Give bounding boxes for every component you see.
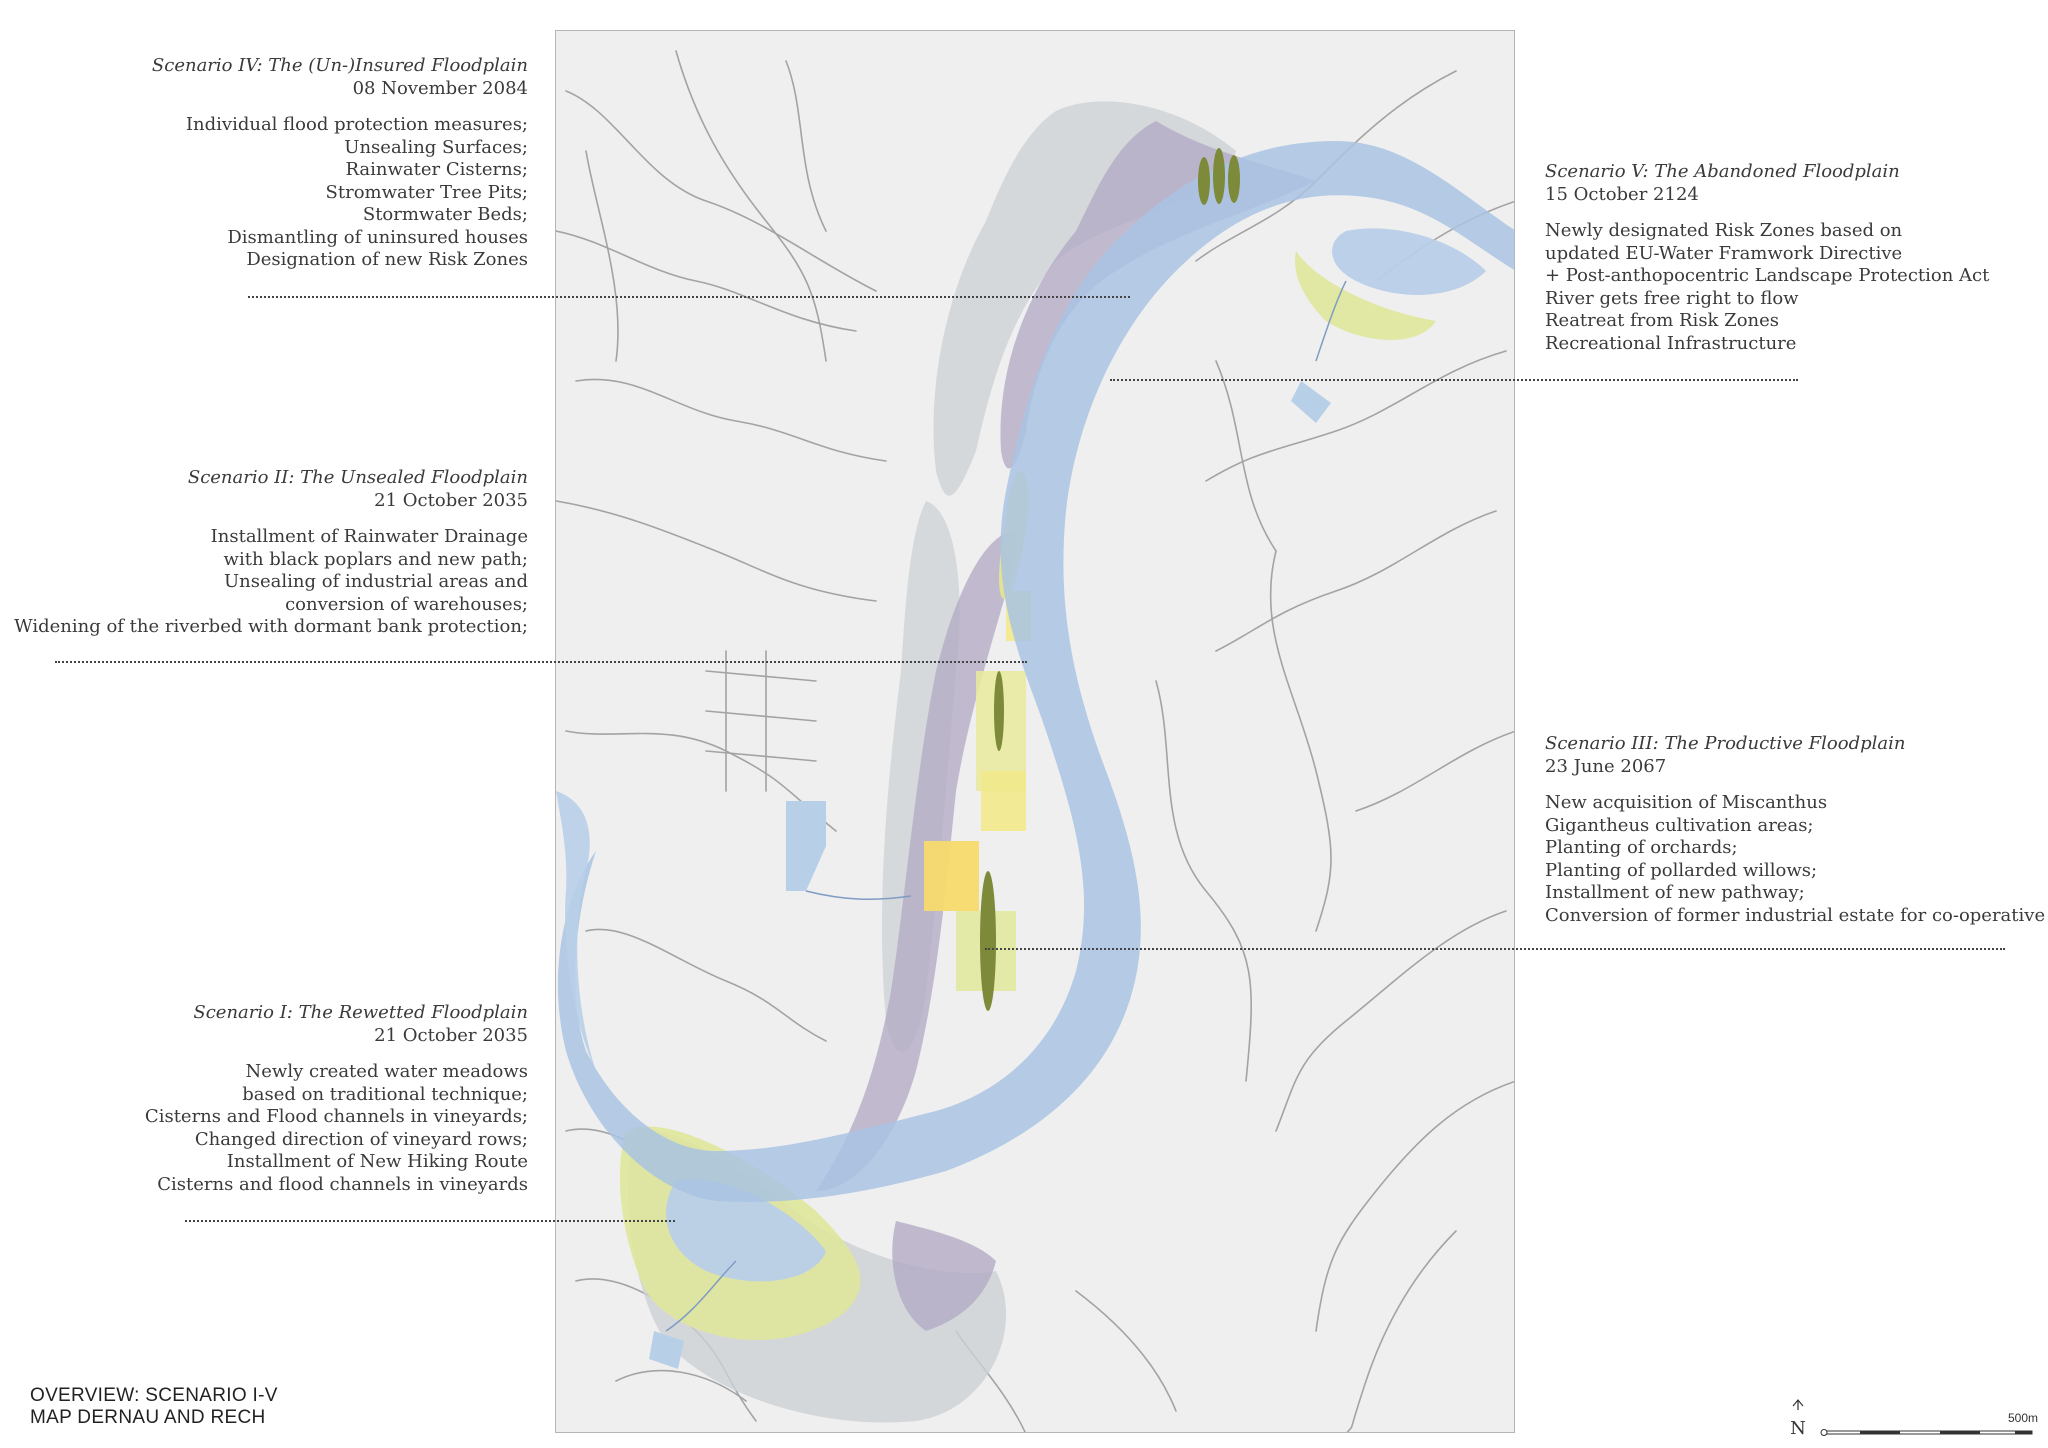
measure-item: based on traditional technique; bbox=[242, 1083, 528, 1105]
scale-label: 500m bbox=[2007, 1411, 2038, 1425]
measure-item: with black poplars and new path; bbox=[223, 548, 528, 570]
contour-line bbox=[586, 929, 826, 1041]
contour-line bbox=[1356, 731, 1515, 811]
contour-line bbox=[1206, 351, 1506, 481]
measure-item: Newly designated Risk Zones based on bbox=[1545, 220, 1903, 241]
measure-item: Stormwater Beds; bbox=[362, 204, 528, 225]
poplar-tree bbox=[1198, 157, 1210, 205]
contour-line bbox=[556, 501, 876, 601]
scenario-measures bbox=[14, 526, 528, 639]
contour-line bbox=[556, 231, 856, 331]
contour-line bbox=[1216, 511, 1496, 651]
measure-item: Changed direction of vineyard rows; bbox=[194, 1128, 528, 1150]
contour-line bbox=[1076, 1291, 1176, 1411]
scenario-date: 15 October 2124 bbox=[1545, 183, 1699, 205]
leader-line bbox=[185, 1220, 675, 1222]
map-frame bbox=[555, 30, 1515, 1433]
measure-item: Gigantheus cultivation areas; bbox=[1545, 814, 1814, 836]
pond bbox=[1291, 381, 1331, 423]
scenario-date: 21 October 2035 bbox=[374, 1024, 528, 1046]
measure-item: updated EU-Water Framwork Directive bbox=[1545, 242, 1903, 264]
scale-bar bbox=[1820, 1410, 2040, 1440]
scenario-measures bbox=[1545, 220, 1989, 355]
contour-line bbox=[1216, 361, 1276, 551]
contour-line bbox=[1271, 551, 1331, 931]
poplar-tree bbox=[980, 871, 996, 1011]
poplar-tree bbox=[1213, 148, 1225, 204]
scenario-measures bbox=[1545, 792, 2045, 927]
overview-subtitle: MAP DERNAU AND RECH bbox=[30, 1407, 266, 1428]
scenario-iii-block bbox=[1545, 733, 2045, 927]
measure-item: + Post-anthopocentric Landscape Protection Act bbox=[1545, 265, 1990, 286]
scenario-measures bbox=[145, 1061, 528, 1196]
contour-line bbox=[576, 379, 886, 461]
contour-line bbox=[586, 151, 618, 361]
contour-line bbox=[786, 61, 826, 231]
measure-item: River gets free right to flow bbox=[1545, 287, 1799, 309]
measure-item: Widening of the riverbed with dormant bank protection; bbox=[14, 616, 528, 637]
measure-item: Cisterns and Flood channels in vineyards; bbox=[144, 1106, 528, 1127]
scenario-i-block bbox=[145, 1002, 528, 1196]
measure-item: Dismantling of uninsured houses bbox=[227, 226, 528, 248]
contour-line bbox=[1346, 1231, 1456, 1433]
overview-title-block bbox=[30, 1385, 278, 1429]
measure-item: Unsealing Surfaces; bbox=[344, 136, 528, 158]
contour-line bbox=[1156, 681, 1251, 1081]
scenario-measures bbox=[152, 114, 528, 272]
measure-item: Individual flood protection measures; bbox=[185, 114, 528, 135]
contour-line bbox=[1276, 911, 1506, 1131]
scenario-date: 21 October 2035 bbox=[374, 489, 528, 511]
miscanthus-field bbox=[924, 841, 979, 911]
scenario-v-block bbox=[1545, 161, 1989, 355]
river-east-loop bbox=[1332, 228, 1486, 295]
overview-title: OVERVIEW: SCENARIO I-V bbox=[30, 1385, 278, 1406]
measure-item: Stromwater Tree Pits; bbox=[325, 181, 528, 203]
measure-item: Planting of orchards; bbox=[1545, 837, 1738, 858]
measure-item: Rainwater Cisterns; bbox=[345, 159, 528, 180]
scenario-iv-block bbox=[152, 55, 528, 272]
measure-item: Installment of New Hiking Route bbox=[226, 1151, 528, 1172]
measure-item: Installment of new pathway; bbox=[1545, 882, 1805, 903]
map-canvas bbox=[556, 31, 1515, 1433]
measure-item: Reatreat from Risk Zones bbox=[1545, 310, 1780, 331]
contour-line bbox=[566, 91, 876, 291]
leader-line bbox=[985, 948, 2005, 950]
measure-item: Unsealing of industrial areas and bbox=[224, 571, 528, 592]
leader-line bbox=[55, 661, 1027, 663]
scenario-date: 23 June 2067 bbox=[1545, 755, 1667, 777]
scenario-ii-block bbox=[14, 467, 528, 639]
orchard-field bbox=[981, 771, 1026, 831]
measure-item: Installment of Rainwater Drainage bbox=[210, 526, 528, 547]
scenario-title: Scenario III: The Productive Floodplain bbox=[1545, 733, 1906, 754]
poplar-tree bbox=[1228, 155, 1240, 203]
measure-item: Recreational Infrastructure bbox=[1545, 332, 1797, 354]
contour-line bbox=[676, 51, 826, 361]
measure-item: Designation of new Risk Zones bbox=[246, 249, 528, 270]
measure-item: New acquisition of Miscanthus bbox=[1545, 792, 1828, 813]
scenario-date: 08 November 2084 bbox=[352, 77, 528, 99]
measure-item: Planting of pollarded willows; bbox=[1545, 859, 1818, 881]
scenario-title: Scenario V: The Abandoned Floodplain bbox=[1545, 161, 1900, 182]
leader-line bbox=[1110, 379, 1798, 381]
north-arrow-icon bbox=[1783, 1398, 1813, 1438]
pond bbox=[786, 801, 826, 891]
measure-item: Conversion of former industrial estate for co-operative bbox=[1545, 904, 2046, 926]
measure-item: Newly created water meadows bbox=[245, 1061, 528, 1082]
scenario-title: Scenario IV: The (Un-)Insured Floodplain bbox=[151, 55, 528, 76]
north-label: N bbox=[1790, 1418, 1806, 1438]
poplar-tree bbox=[994, 671, 1004, 751]
measure-item: conversion of warehouses; bbox=[285, 593, 528, 615]
leader-line bbox=[248, 296, 1130, 298]
measure-item: Cisterns and flood channels in vineyards bbox=[157, 1173, 528, 1195]
scenario-title: Scenario I: The Rewetted Floodplain bbox=[193, 1002, 528, 1023]
contour-line bbox=[1316, 1081, 1515, 1331]
scenario-title: Scenario II: The Unsealed Floodplain bbox=[187, 467, 528, 488]
